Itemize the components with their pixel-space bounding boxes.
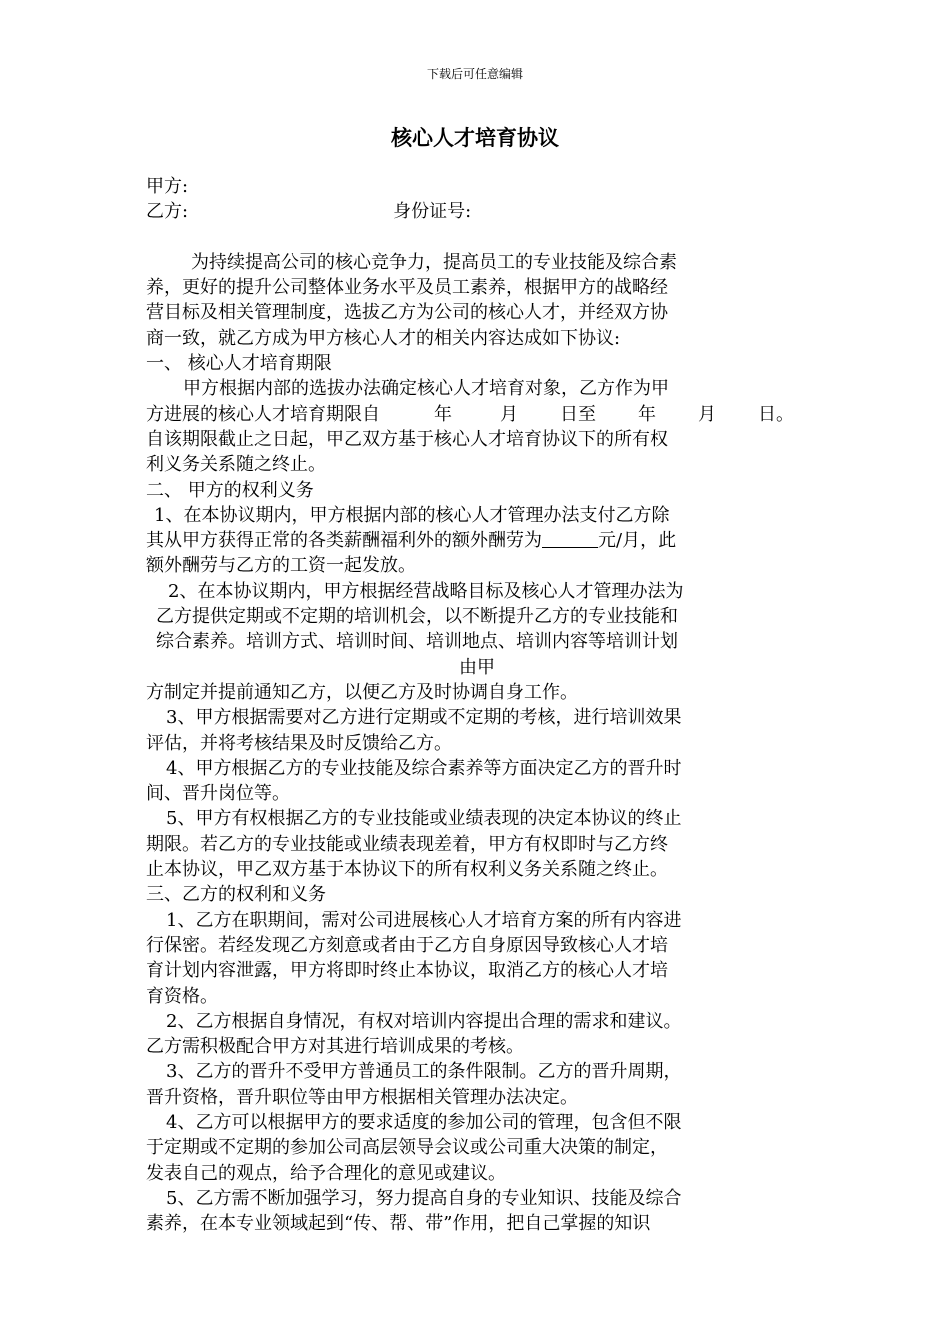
term-month: 月: [698, 403, 716, 425]
term-day: 日。: [758, 403, 794, 425]
paragraph-line: 止本协议，甲乙双方基于本协议下的所有权利义务关系随之终止。: [146, 859, 668, 881]
paragraph-line: 3、乙方的晋升不受甲方普通员工的条件限制。乙方的晋升周期，: [166, 1061, 682, 1083]
paragraph-line: 利义务关系随之终止。: [146, 454, 326, 476]
term-year: 年: [434, 403, 452, 425]
intro-line: 商一致，就乙方成为甲方核心人才的相关内容达成如下协议:: [146, 327, 621, 349]
bonus-unit: 元/月，此: [598, 530, 677, 552]
intro-line: 营目标及相关管理制度，选拔乙方为公司的核心人才，并经双方协: [146, 302, 668, 324]
party-b-line: [146, 199, 808, 224]
paragraph-line: 1、在本协议期内，甲方根据内部的核心人才管理办法支付乙方除: [154, 504, 670, 526]
section-1-heading: 一、 核心人才培育期限: [146, 353, 332, 375]
section-3-heading: 三、乙方的权利和义务: [146, 884, 326, 906]
term-day-to: 日至: [560, 403, 596, 425]
paragraph-line: 2、在本协议期内，甲方根据经营战略目标及核心人才管理办法为: [168, 580, 684, 602]
bonus-amount-blank: [542, 529, 598, 548]
intro-line: 养，更好的提升公司整体业务水平及员工素养，根据甲方的战略经: [146, 277, 668, 299]
paragraph-line: 综合素养。培训方式、培训时间、培训地点、培训内容等培训计划: [156, 631, 678, 653]
paragraph-line: 评估，并将考核结果及时反馈给乙方。: [146, 732, 452, 754]
id-number-label: 身份证号:: [393, 201, 472, 223]
paragraph-line: 间、晋升岗位等。: [146, 783, 290, 805]
document-title: 核心人才培育协议: [391, 125, 559, 150]
paragraph-line: 4、乙方可以根据甲方的要求适度的参加公司的管理，包含但不限: [166, 1111, 682, 1133]
term-text: 方进展的核心人才培育期限自: [146, 403, 380, 425]
section-2-heading: 二、 甲方的权利义务: [146, 479, 314, 501]
paragraph-line: 育资格。: [146, 985, 218, 1007]
paragraph-line: 方制定并提前通知乙方，以便乙方及时协调自身工作。: [146, 681, 578, 703]
paragraph-line: 由甲: [459, 656, 495, 678]
paragraph-line: 5、甲方有权根据乙方的专业技能或业绩表现的决定本协议的终止: [166, 808, 682, 830]
term-month: 月: [500, 403, 518, 425]
paragraph-line: 素养，在本专业领域起到“传、帮、带”作用，把自己掌握的知识: [146, 1213, 651, 1235]
paragraph-line: 4、甲方根据乙方的专业技能及综合素养等方面决定乙方的晋升时: [166, 757, 682, 779]
party-a-line: 甲方:: [146, 176, 189, 197]
party-b-label: 乙方:: [146, 201, 189, 223]
document-body: [146, 174, 808, 1236]
intro-line: 为持续提高公司的核心竞争力，提高员工的专业技能及综合素: [191, 251, 677, 273]
paragraph-line: 额外酬劳与乙方的工资一起发放。: [146, 555, 416, 577]
paragraph-line: 自该期限截止之日起，甲乙双方基于核心人才培育协议下的所有权: [146, 428, 668, 450]
paragraph-line: [146, 528, 808, 553]
paragraph-line: 乙方需积极配合甲方对其进行培训成果的考核。: [146, 1036, 524, 1058]
paragraph-line: 育计划内容泄露，甲方将即时终止本协议，取消乙方的核心人才培: [146, 960, 668, 982]
bonus-text: 其从甲方获得正常的各类薪酬福利外的额外酬劳为: [146, 530, 542, 552]
paragraph-line: 于定期或不定期的参加公司高层领导会议或公司重大决策的制定，: [146, 1137, 668, 1159]
paragraph-line: 1、乙方在职期间，需对公司进展核心人才培育方案的所有内容进: [166, 909, 682, 931]
paragraph-line: 3、甲方根据需要对乙方进行定期或不定期的考核，进行培训效果: [166, 707, 682, 729]
paragraph-line: 5、乙方需不断加强学习，努力提高自身的专业知识、技能及综合: [166, 1187, 682, 1209]
paragraph-line: 发表自己的观点，给予合理化的意见或建议。: [146, 1162, 506, 1184]
term-year: 年: [638, 403, 656, 425]
paragraph-line: 甲方根据内部的选拔办法确定核心人才培育对象，乙方作为甲: [183, 378, 669, 400]
page-header-note: 下载后可任意编辑: [426, 67, 523, 81]
paragraph-line: 期限。若乙方的专业技能或业绩表现差着，甲方有权即时与乙方终: [146, 833, 668, 855]
paragraph-line: 晋升资格，晋升职位等由甲方根据相关管理办法决定。: [146, 1086, 578, 1108]
paragraph-line: 乙方提供定期或不定期的培训机会，以不断提升乙方的专业技能和: [156, 606, 678, 628]
term-period-line: [146, 402, 808, 427]
paragraph-line: 2、乙方根据自身情况，有权对培训内容提出合理的需求和建议。: [166, 1010, 682, 1032]
paragraph-line: 行保密。若经发现乙方刻意或者由于乙方自身原因导致核心人才培: [146, 934, 668, 956]
